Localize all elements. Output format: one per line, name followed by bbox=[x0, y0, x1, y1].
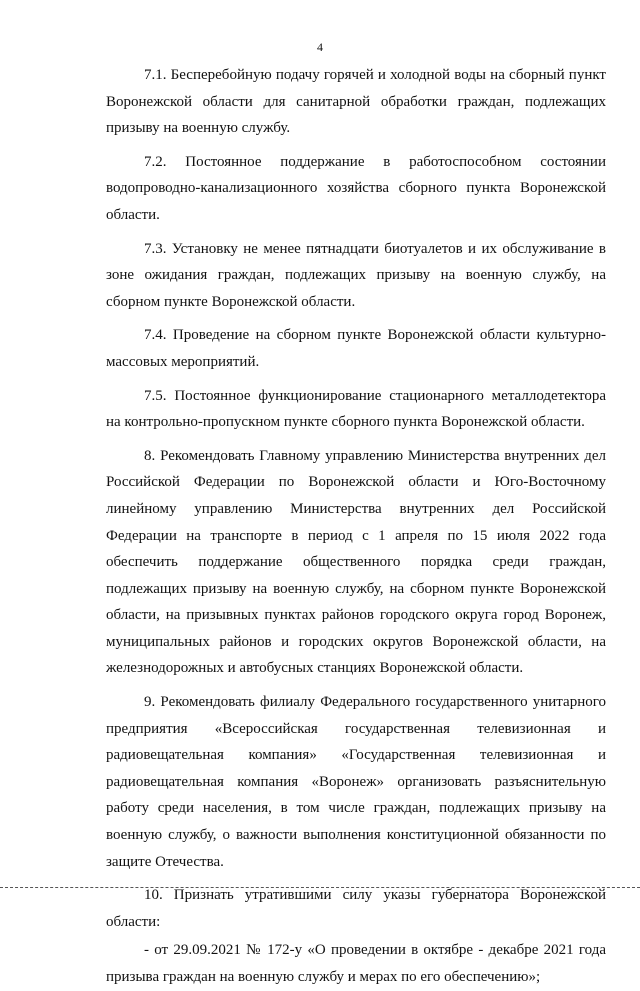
footer-separator bbox=[0, 887, 640, 888]
page-number: 4 bbox=[317, 40, 323, 54]
paragraph-7-5: 7.5. Постоянное функционирование стационарного металлодетектора на контрольно-пропускном пункте сборного пункта Воронежской области. bbox=[106, 387, 606, 431]
paragraph-7-1: 7.1. Бесперебойную подачу горячей и холодной воды на сборный пункт Воронежской области для санитарной обработки граждан, подлежащих призыву на военную службу. bbox=[106, 67, 606, 137]
paragraph-8: 8. Рекомендовать Главному управлению Министерства внутренних дел Российской Федерации по Воронежской области и Юго-Восточному линейному управлению Министерства внутренних дел Российской Федерации на транспорте в период с 1 апреля по 15 июля 2022 года обеспечить поддержание общественного порядка среди граждан, подлежащих призыву на военную службу, на сборном пункте Воронежской области, на призывных пунктах районов городского округа город Воронеж, муниципальных районов и городских округов Воронежской области, на железнодорожных и автобусных станциях Воронежской области. bbox=[106, 447, 606, 677]
paragraph-7-4: 7.4. Проведение на сборном пункте Воронежской области культурно-массовых мероприятий. bbox=[106, 327, 606, 370]
document-body bbox=[106, 62, 606, 991]
paragraph-10: 10. Признать утратившими силу указы губернатора Воронежской области: bbox=[106, 887, 606, 930]
paragraph-7-3: 7.3. Установку не менее пятнадцати биотуалетов и их обслуживание в зоне ожидания граждан, подлежащих призыву на военную службу, на сборном пункте Воронежской области. bbox=[106, 240, 606, 310]
paragraph-7-2: 7.2. Постоянное поддержание в работоспособном состоянии водопроводно-канализационного хозяйства сборного пункта Воронежской области. bbox=[106, 153, 606, 223]
paragraph-10-item-1: - от 29.09.2021 № 172-у «О проведении в октябре - декабре 2021 года призыва граждан на военную службу и мерах по его обеспечению»; bbox=[106, 942, 606, 985]
paragraph-9: 9. Рекомендовать филиалу Федерального государственного унитарного предприятия «Всероссийская государственная телевизионная и радиовещательная компания» «Государственная телевизионная и радиовещательная компания «Воронеж» организовать разъяснительную работу среди населения, в том числе граждан, подлежащих призыву на военную службу, о важности выполнения конституционной обязанности по защите Отечества. bbox=[106, 694, 606, 870]
